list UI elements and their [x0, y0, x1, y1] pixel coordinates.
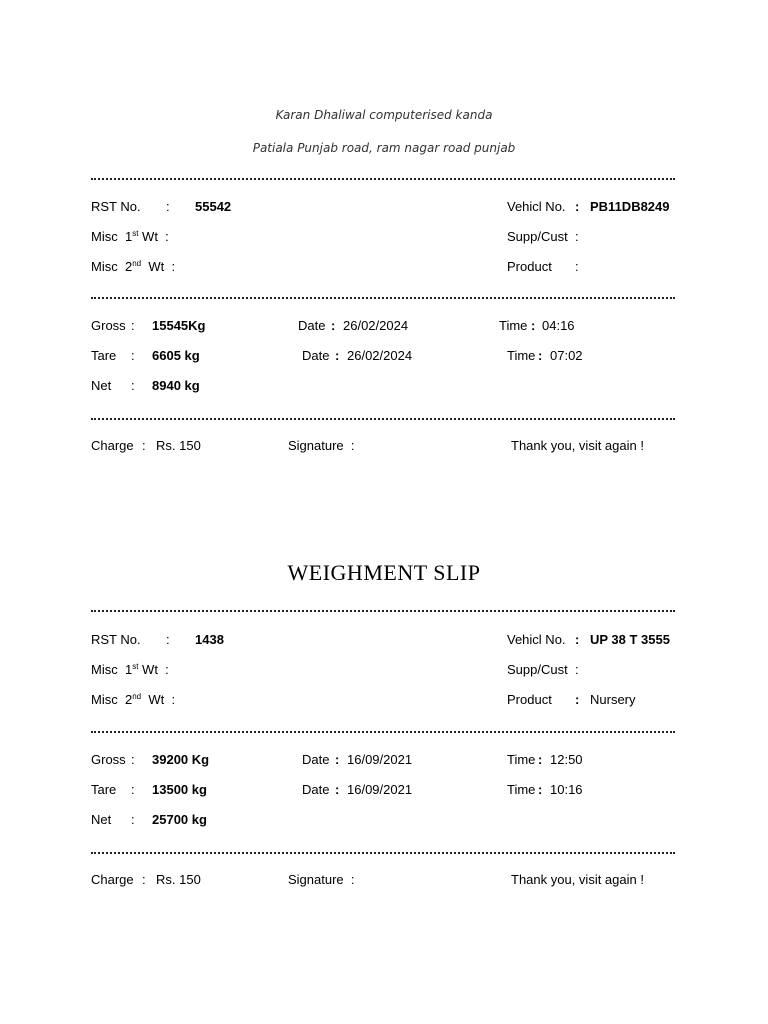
product-label: Product	[507, 259, 552, 274]
tare-label: Tare	[91, 782, 117, 797]
gross-colon: :	[131, 752, 135, 767]
misc-first-wt-label: Misc 1st Wt :	[91, 662, 169, 677]
thank-you-text: Thank you, visit again !	[511, 438, 644, 453]
net-value: 25700 kg	[152, 812, 207, 827]
vehicle-colon: :	[575, 199, 580, 214]
net-colon: :	[131, 812, 135, 827]
tare-date-label: Date	[302, 782, 330, 797]
charge-label: Charge	[91, 438, 134, 453]
gross-label: Gross	[91, 752, 126, 767]
business-address: Patiala Punjab road, ram nagar road punjab	[252, 141, 516, 155]
slip-title: WEIGHMENT SLIP	[287, 560, 481, 585]
vehicle-label: Vehicl No.	[507, 199, 566, 214]
net-value: 8940 kg	[152, 378, 200, 393]
signature-label: Signature :	[288, 438, 355, 453]
net-label: Net	[91, 378, 112, 393]
divider	[91, 731, 675, 733]
charge-label: Charge	[91, 872, 134, 887]
tare-colon: :	[131, 782, 135, 797]
rst-colon: :	[166, 199, 170, 214]
gross-label: Gross	[91, 318, 126, 333]
gross-date-value: 16/09/2021	[347, 752, 413, 767]
tare-time-value: 10:16	[550, 782, 583, 797]
misc-second-wt-label: Misc 2nd Wt :	[91, 692, 176, 707]
rst-colon: :	[166, 632, 170, 647]
divider	[91, 178, 675, 180]
gross-time-value: 12:50	[550, 752, 583, 767]
tare-colon: :	[131, 348, 135, 363]
tare-time-label: Time	[507, 782, 536, 797]
tare-label: Tare	[91, 348, 117, 363]
charge-value: Rs. 150	[156, 438, 201, 453]
product-colon: :	[575, 259, 579, 274]
gross-value: 39200 Kg	[152, 752, 210, 767]
divider	[91, 418, 675, 420]
tare-date-value: 16/09/2021	[347, 782, 413, 797]
net-label: Net	[91, 812, 112, 827]
rst-value: 1438	[195, 632, 224, 647]
gross-time-colon: :	[531, 318, 536, 333]
rst-value: 55542	[195, 199, 232, 214]
thank-you-text: Thank you, visit again !	[511, 872, 644, 887]
vehicle-colon: :	[575, 632, 580, 647]
supp-cust-label: Supp/Cust :	[507, 662, 579, 677]
divider	[91, 297, 675, 299]
gross-date-colon: :	[331, 318, 336, 333]
tare-time-label: Time	[507, 348, 536, 363]
business-name: Karan Dhaliwal computerised kanda	[275, 108, 493, 122]
tare-time-colon: :	[538, 348, 543, 363]
tare-date-colon: :	[335, 348, 340, 363]
product-colon: :	[575, 692, 580, 707]
gross-value: 15545Kg	[152, 318, 206, 333]
tare-time-colon: :	[538, 782, 543, 797]
misc-first-wt-label: Misc 1st Wt :	[91, 229, 169, 244]
vehicle-label: Vehicl No.	[507, 632, 566, 647]
tare-value: 6605 kg	[152, 348, 200, 363]
charge-value: Rs. 150	[156, 872, 201, 887]
gross-date-value: 26/02/2024	[343, 318, 409, 333]
product-value: Nursery	[590, 692, 636, 707]
gross-date-colon: :	[335, 752, 340, 767]
rst-label: RST No.	[91, 199, 141, 214]
gross-time-label: Time	[507, 752, 536, 767]
divider	[91, 852, 675, 854]
signature-label: Signature :	[288, 872, 355, 887]
net-colon: :	[131, 378, 135, 393]
gross-date-label: Date	[302, 752, 330, 767]
divider	[91, 610, 675, 612]
gross-time-label: Time	[499, 318, 528, 333]
tare-date-label: Date	[302, 348, 330, 363]
charge-colon: :	[142, 438, 146, 453]
rst-label: RST No.	[91, 632, 141, 647]
gross-date-label: Date	[298, 318, 326, 333]
misc-second-wt-label: Misc 2nd Wt :	[91, 259, 176, 274]
product-label: Product	[507, 692, 552, 707]
tare-date-value: 26/02/2024	[347, 348, 413, 363]
supp-cust-label: Supp/Cust :	[507, 229, 579, 244]
tare-value: 13500 kg	[152, 782, 207, 797]
gross-time-value: 04:16	[542, 318, 575, 333]
gross-colon: :	[131, 318, 135, 333]
vehicle-value: UP 38 T 3555	[590, 632, 670, 647]
vehicle-value: PB11DB8249	[590, 199, 670, 214]
tare-time-value: 07:02	[550, 348, 583, 363]
gross-time-colon: :	[538, 752, 543, 767]
charge-colon: :	[142, 872, 146, 887]
tare-date-colon: :	[335, 782, 340, 797]
